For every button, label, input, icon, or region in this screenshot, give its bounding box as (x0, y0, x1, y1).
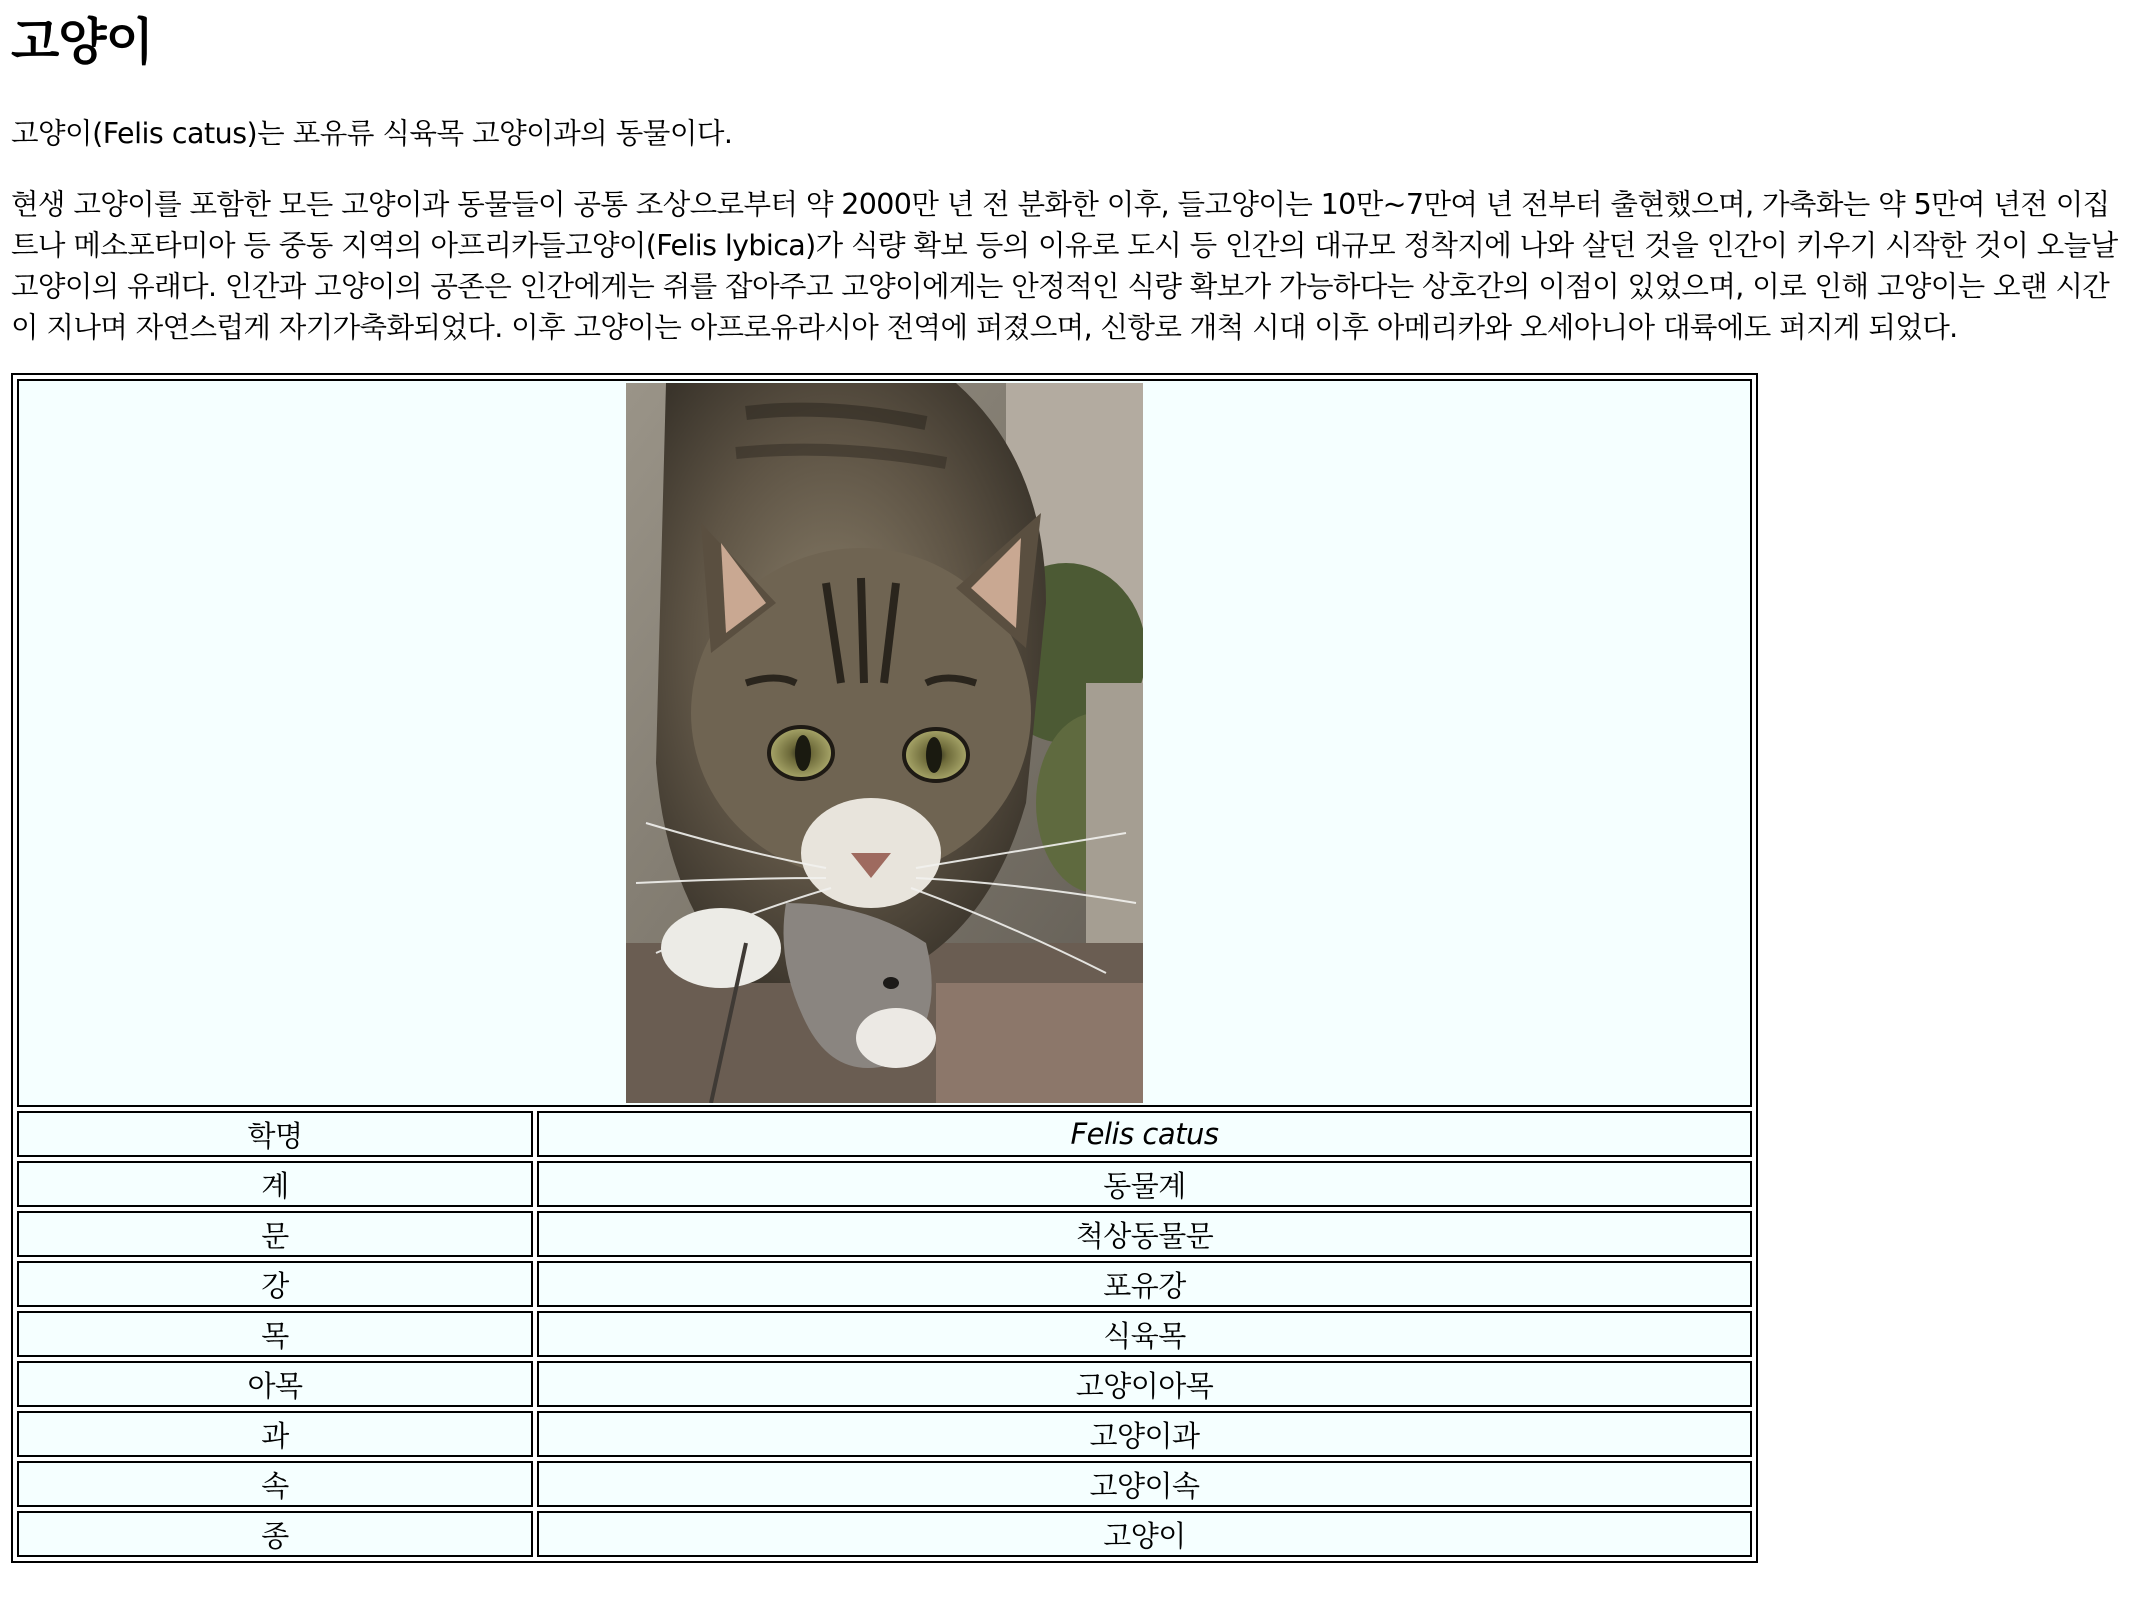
taxobox-row-kingdom (17, 1161, 1752, 1207)
taxobox-row-phylum (17, 1211, 1752, 1257)
taxobox-value: 척상동물문 (537, 1211, 1752, 1257)
taxobox-row-scientific-name (17, 1111, 1752, 1157)
page-title: 고양이 (11, 13, 153, 71)
taxobox-value: 식육목 (537, 1311, 1752, 1357)
taxobox-label: 목 (17, 1311, 533, 1357)
taxobox-value: 고양이과 (537, 1411, 1752, 1457)
history-paragraph: 현생 고양이를 포함한 모든 고양이과 동물들이 공통 조상으로부터 약 2000만 년 전 분화한 이후, 들고양이는 10만~7만여 년 전부터 출현했으며, 가축화는 약 5만여 년전 이집트나 메소포타미아 등 중동 지역의 아프리카들고양이(Felis lybica)가 식량 확보 등의 이유로 도시 등 인간의 대규모 정착지에 나와 살던 것을 인간이 키우기 시작한 것이 오늘날 고양이의 유래다. 인간과 고양이의 공존은 인간에게는 쥐를 잡아주고 고양이에게는 안정적인 식량 확보가 가능하다는 상호간의 이점이 있었으며, 이로 인해 고양이는 오랜 시간이 지나며 자연스럽게 자기가축화되었다. 이후 고양이는 아프로유라시아 전역에 퍼졌으며, 신항로 개척 시대 이후 아메리카와 오세아니아 대륙에도 퍼지게 되었다. (11, 188, 2118, 344)
taxobox-value: 고양이속 (537, 1461, 1752, 1507)
taxobox-value: Felis catus (537, 1111, 1752, 1157)
taxobox-label: 계 (17, 1161, 533, 1207)
taxobox-row-suborder (17, 1361, 1752, 1407)
tabby-cat-photo-icon (626, 383, 1143, 1103)
taxobox-label: 학명 (17, 1111, 533, 1157)
taxobox-value: 동물계 (537, 1161, 1752, 1207)
taxobox-photo-row (17, 379, 1752, 1107)
taxobox-label: 문 (17, 1211, 533, 1257)
taxobox-row-order (17, 1311, 1752, 1357)
cat-photo (626, 383, 1143, 1103)
taxobox-row-family (17, 1411, 1752, 1457)
taxobox-value: 포유강 (537, 1261, 1752, 1307)
taxobox-label: 아목 (17, 1361, 533, 1407)
taxobox-value: 고양이아목 (537, 1361, 1752, 1407)
taxobox-label: 속 (17, 1461, 533, 1507)
intro-paragraph: 고양이(Felis catus)는 포유류 식육목 고양이과의 동물이다. (11, 117, 733, 150)
taxobox-row-class (17, 1261, 1752, 1307)
article (11, 0, 2121, 348)
taxobox-photo-cell (17, 379, 1752, 1107)
taxobox-row-species (17, 1511, 1752, 1557)
taxobox-label: 강 (17, 1261, 533, 1307)
taxobox-value: 고양이 (537, 1511, 1752, 1557)
taxobox-label: 종 (17, 1511, 533, 1557)
taxobox-table (11, 373, 1758, 1563)
taxobox-row-genus (17, 1461, 1752, 1507)
taxobox-label: 과 (17, 1411, 533, 1457)
